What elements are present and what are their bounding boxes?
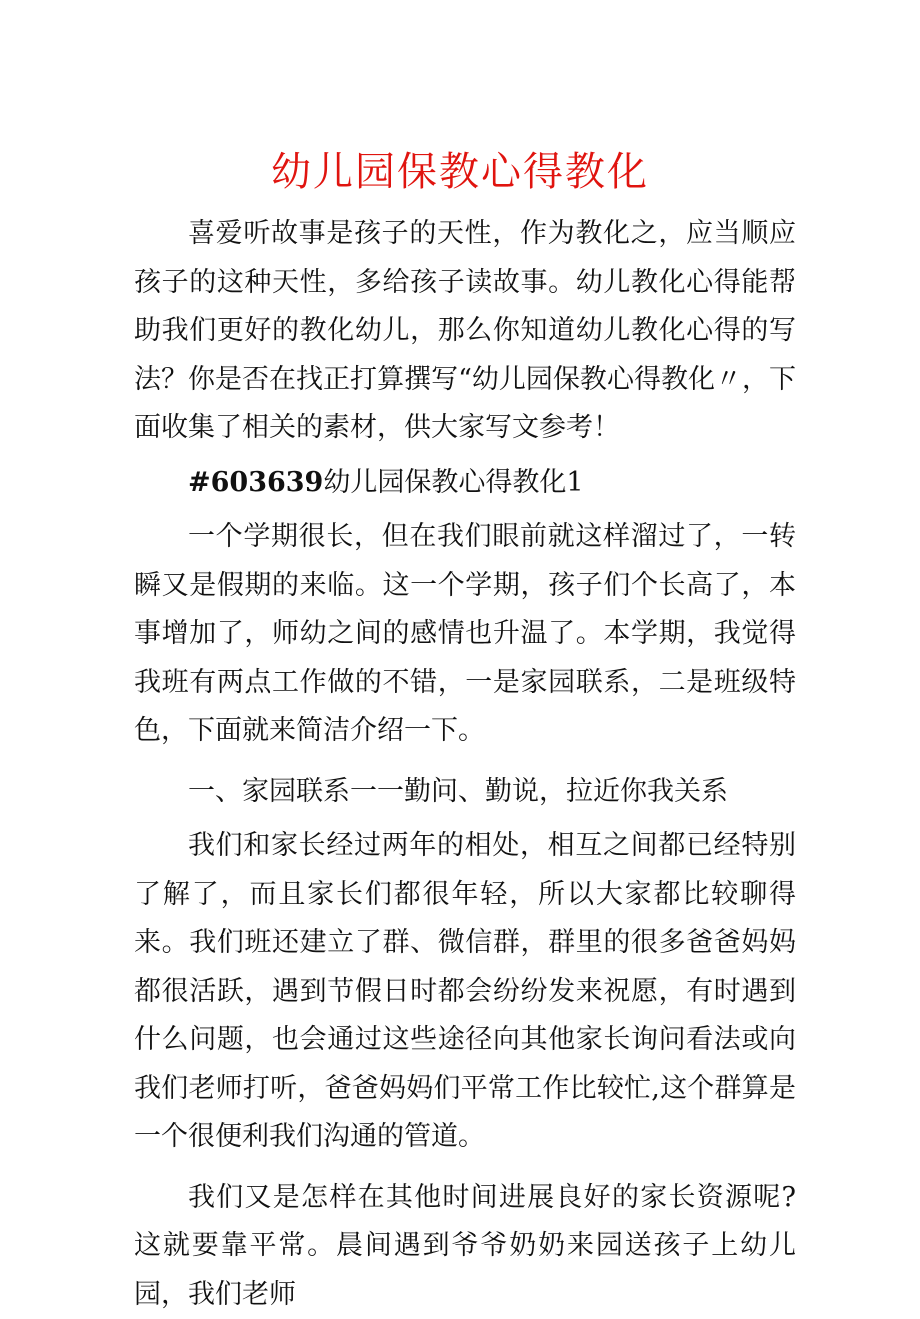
section-heading-text: 幼儿园保教心得教化1: [323, 467, 583, 498]
document-body: [134, 210, 796, 1319]
section-heading-number: #603639: [188, 467, 323, 498]
paragraph-2: 我们和家长经过两年的相处，相互之间都已经特别了解了，而且家长们都很年轻，所以大家都比较聊得来。我们班还建立了群、微信群，群里的很多爸爸妈妈都很活跃，遇到节假日时都会纷纷发来祝愿，有时遇到什么问题，也会通过这些途径向其他家长询问看法或向我们老师打听，爸爸妈妈们平常工作比较忙,这个群算是一个很便利我们沟通的管道。: [134, 822, 796, 1162]
paragraph-3: 我们又是怎样在其他时间进展良好的家长资源呢?这就要靠平常。晨间遇到爷爷奶奶来园送孩子上幼儿园，我们老师: [134, 1174, 796, 1319]
section-heading: [134, 459, 796, 508]
document-title: 幼儿园保教心得教化: [0, 142, 920, 202]
paragraph-1: 一个学期很长，但在我们眼前就这样溜过了，一转瞬又是假期的来临。这一个学期，孩子们个长高了，本事增加了，师幼之间的感情也升温了。本学期，我觉得我班有两点工作做的不错，一是家园联系，二是班级特色，下面就来简洁介绍一下。: [134, 513, 796, 756]
subheading-1: 一、家园联系一一勤问、勤说，拉近你我关系: [134, 768, 796, 817]
intro-paragraph: 喜爱听故事是孩子的天性，作为教化之，应当顺应孩子的这种天性，多给孩子读故事。幼儿教化心得能帮助我们更好的教化幼儿，那么你知道幼儿教化心得的写法？你是否在找正打算撰写“幼儿园保教心得教化〃，下面收集了相关的素材，供大家写文参考！: [134, 210, 796, 453]
